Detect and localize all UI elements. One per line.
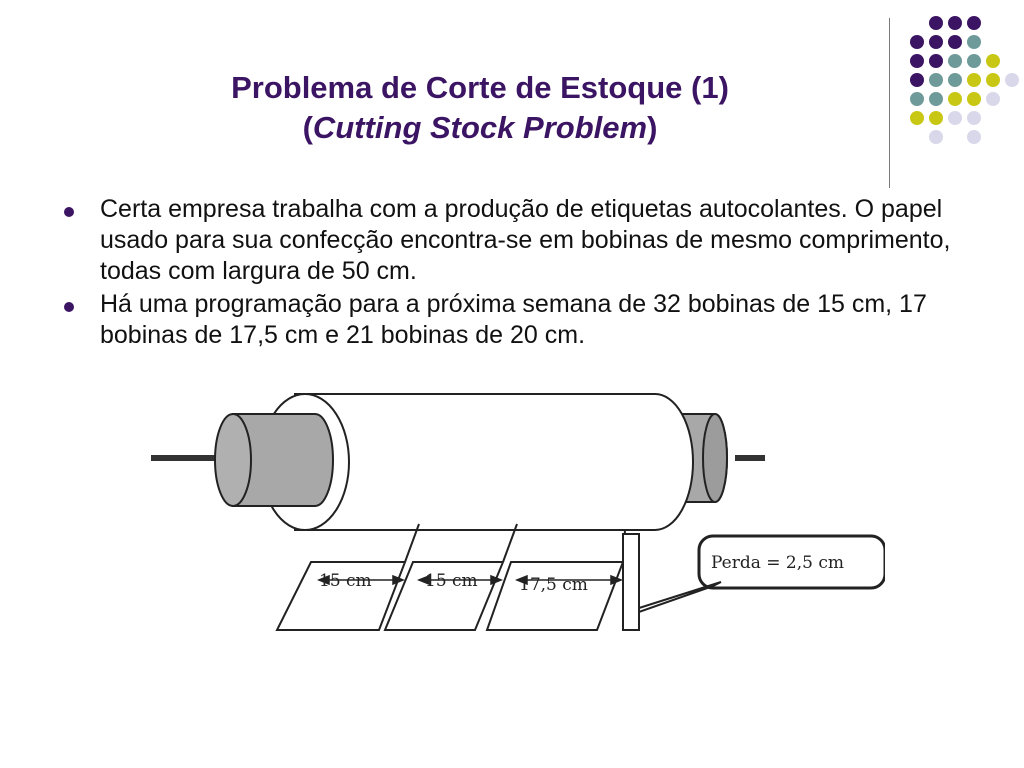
title-italic: Cutting Stock Problem [312,110,648,145]
bullet-item [60,194,980,287]
decorative-dot [948,16,962,30]
decorative-dot [910,54,924,68]
loss-callout-text: Perda = 2,5 cm [711,553,845,573]
bullet-text: Certa empresa trabalha com a produção de etiquetas autocolantes. O papel usado para sua confecção encontra-se em bobinas de mesmo comprimento, todas com largura de 50 cm. [100,195,951,285]
paper-roll-diagram [145,372,885,652]
decorative-dot [967,16,981,30]
decorative-dot [910,35,924,49]
decorative-dot [929,16,943,30]
decorative-dot [967,35,981,49]
waste-strip [623,534,639,630]
decorative-dot [929,130,943,144]
slide-title [120,68,840,148]
decorative-dot [967,73,981,87]
decorative-dot [929,73,943,87]
decorative-dot [948,54,962,68]
bullet-text: Há uma programação para a próxima semana de 32 bobinas de 15 cm, 17 bobinas de 17,5 cm e 21 bobinas de 20 cm. [100,290,927,349]
title-paren-close: ) [647,110,658,145]
strip-label-2: 15 cm [425,571,478,591]
bullet-dot-icon [64,207,74,217]
bullet-dot-icon [64,302,74,312]
divider-line [889,18,890,188]
decorative-dot [986,54,1000,68]
decorative-dot [910,92,924,106]
title-paren-open: ( [302,110,313,145]
title-line-1: Problema de Corte de Estoque (1) [231,70,729,105]
decorative-dot [967,54,981,68]
decorative-dot [929,111,943,125]
callout-pointer [639,582,721,612]
decorative-dot [948,35,962,49]
strip-label-3: 17,5 cm [519,575,588,595]
decorative-dot [929,35,943,49]
decorative-dot [929,54,943,68]
decorative-dot [948,111,962,125]
decorative-dot [948,73,962,87]
decorative-dot [967,130,981,144]
decorative-dot [986,73,1000,87]
decorative-dot [986,92,1000,106]
roll-body [295,394,693,530]
decorative-dot [948,92,962,106]
bullet-item [60,289,980,351]
decorative-dot [967,111,981,125]
bullet-list [60,194,980,353]
decorative-dot [1005,73,1019,87]
decorative-dot [910,73,924,87]
decorative-dot [967,92,981,106]
decorative-dot [929,92,943,106]
strip-label-1: 15 cm [319,571,372,591]
decorative-dot [910,111,924,125]
title-line-2 [120,108,840,148]
